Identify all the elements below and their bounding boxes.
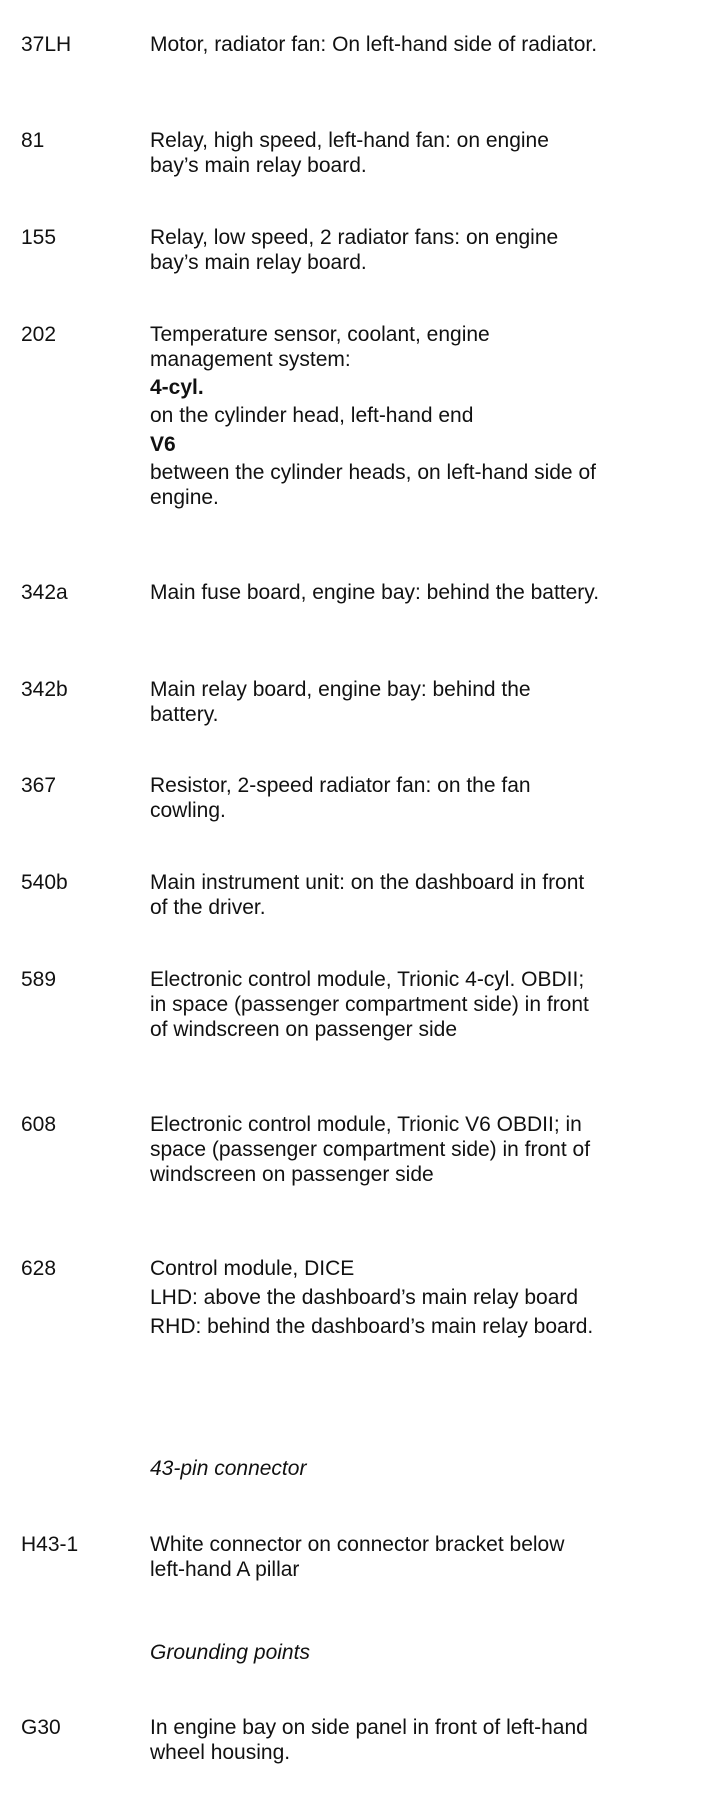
component-description: Main relay board, engine bay: behind the battery. xyxy=(150,678,531,726)
component-code: 342a xyxy=(21,581,68,604)
engine-variant-v6-title: V6 xyxy=(150,433,176,456)
component-code: 155 xyxy=(21,226,57,249)
component-code: 367 xyxy=(21,774,57,797)
component-description xyxy=(150,322,600,510)
component-description-main: Temperature sensor, coolant, engine management system: xyxy=(150,323,490,371)
component-code: 81 xyxy=(21,129,45,152)
component-code: 589 xyxy=(21,968,57,991)
component-description: Relay, low speed, 2 radiator fans: on engine bay’s main relay board. xyxy=(150,226,559,274)
component-description: Main instrument unit: on the dashboard in front of the driver. xyxy=(150,871,585,919)
component-description: Resistor, 2-speed radiator fan: on the fan cowling. xyxy=(150,774,531,822)
lhd-location-text: LHD: above the dashboard’s main relay board xyxy=(150,1286,579,1309)
rhd-location-text: RHD: behind the dashboard’s main relay board. xyxy=(150,1315,594,1338)
component-description: White connector on connector bracket below left-hand A pillar xyxy=(150,1533,565,1581)
engine-variant-4cyl-text: on the cylinder head, left-hand end xyxy=(150,404,474,427)
component-description: In engine bay on side panel in front of left-hand wheel housing. xyxy=(150,1716,588,1764)
component-code: 37LH xyxy=(21,33,72,56)
component-code: H43-1 xyxy=(21,1533,79,1556)
component-code: G30 xyxy=(21,1716,61,1739)
component-code: 540b xyxy=(21,871,68,894)
component-description: Electronic control module, Trionic 4-cyl. OBDII; in space (passenger compartment side) in front of windscreen on passenger side xyxy=(150,968,589,1041)
engine-variant-v6-text: between the cylinder heads, on left-hand side of engine. xyxy=(150,461,596,509)
engine-variant-4cyl-title: 4-cyl. xyxy=(150,376,204,399)
connector-section-heading: 43-pin connector xyxy=(150,1457,307,1480)
component-description: Motor, radiator fan: On left-hand side of radiator. xyxy=(150,33,598,56)
component-description: Main fuse board, engine bay: behind the battery. xyxy=(150,581,600,604)
component-description: Relay, high speed, left-hand fan: on engine bay’s main relay board. xyxy=(150,129,549,177)
component-description xyxy=(150,1256,600,1339)
component-description-main: Control module, DICE xyxy=(150,1257,355,1280)
component-description: Electronic control module, Trionic V6 OBDII; in space (passenger compartment side) in front of windscreen on passenger side xyxy=(150,1113,591,1186)
component-code: 628 xyxy=(21,1257,57,1280)
component-code: 202 xyxy=(21,323,57,346)
grounding-section-heading: Grounding points xyxy=(150,1641,310,1664)
component-code: 342b xyxy=(21,678,68,701)
component-code: 608 xyxy=(21,1113,57,1136)
